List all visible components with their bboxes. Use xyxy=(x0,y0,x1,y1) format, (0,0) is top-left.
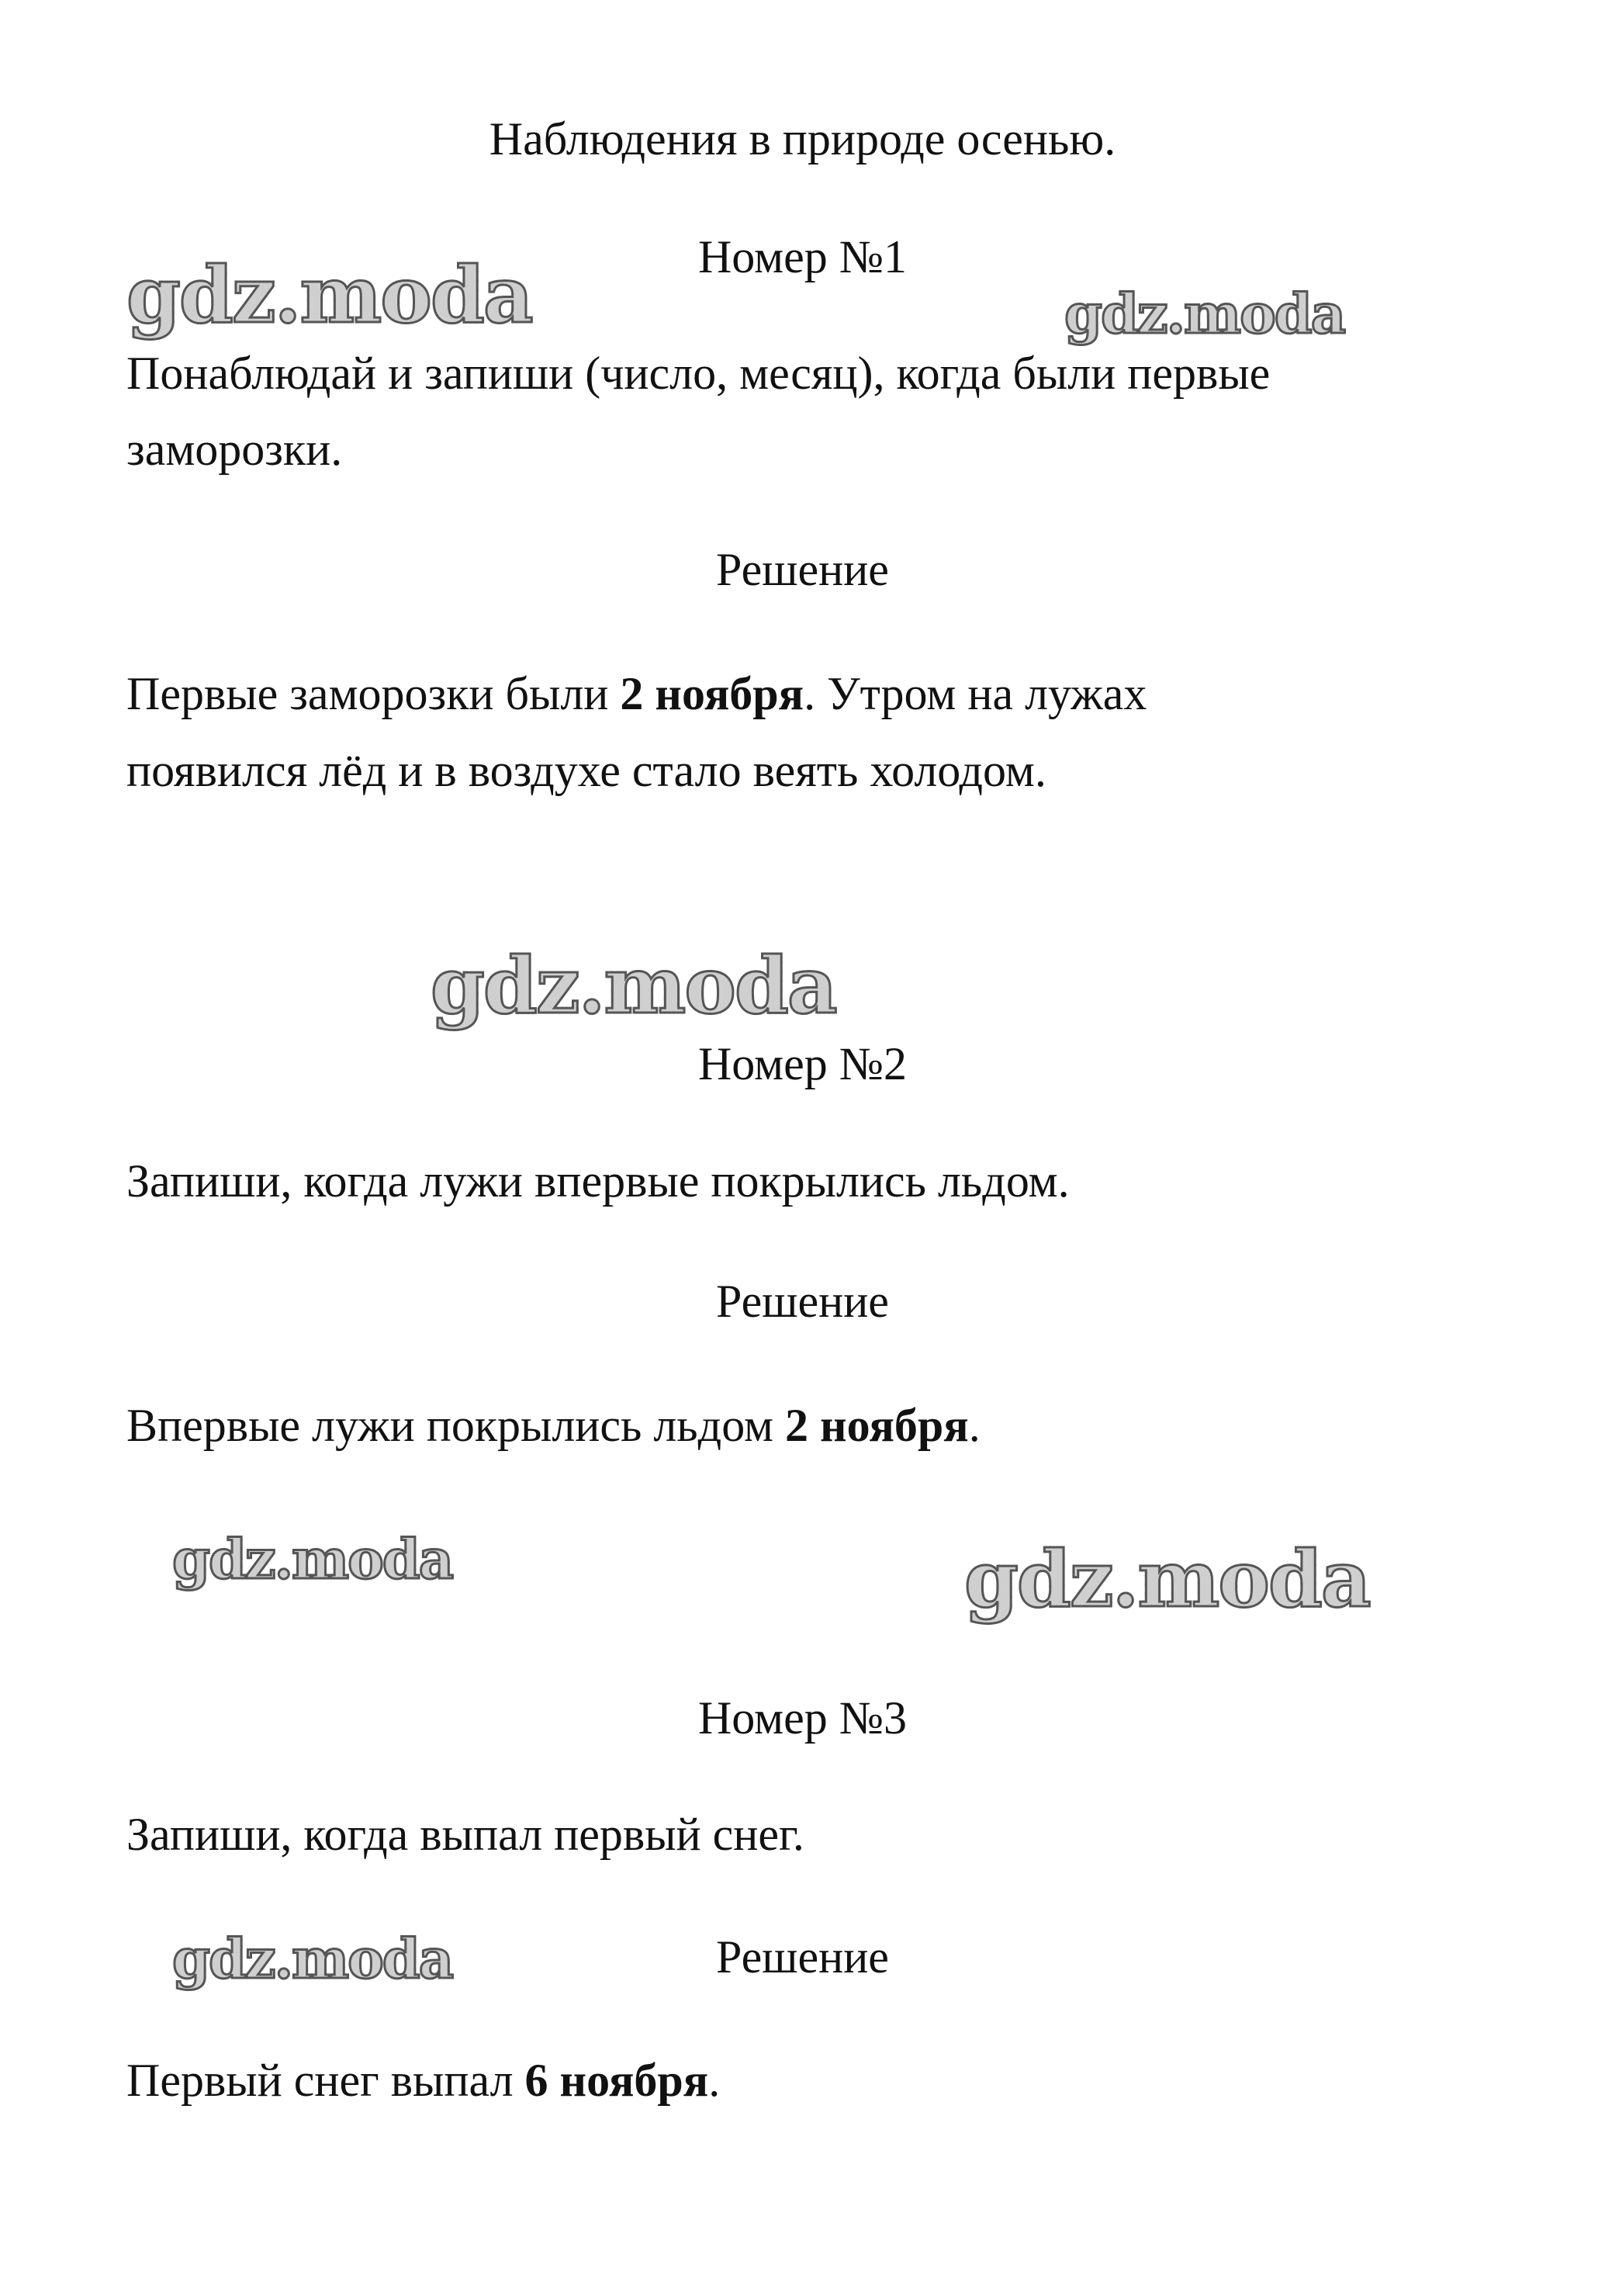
task-number: Номер №3 xyxy=(697,1692,908,1744)
answer-date: 2 ноября xyxy=(785,1400,969,1451)
watermark-logo: gdz.moda xyxy=(964,1533,1370,1625)
solution-label: Решение xyxy=(716,1931,889,1983)
task-number: Номер №2 xyxy=(697,1038,908,1089)
task-answer xyxy=(126,1387,981,1463)
task-number: Номер №1 xyxy=(697,231,908,282)
task-question: Запиши, когда лужи впервые покрылись льдом. xyxy=(126,1155,1070,1207)
answer-date: 6 ноября xyxy=(524,2055,709,2106)
task-answer xyxy=(126,656,1147,732)
task-question: заморозки. xyxy=(126,424,343,475)
watermark-logo: gdz.moda xyxy=(431,940,836,1031)
answer-date: 2 ноября xyxy=(620,668,804,719)
answer-text: . xyxy=(968,1400,981,1451)
task-question: Запиши, когда выпал первый снег. xyxy=(126,1809,804,1860)
watermark-logo: gdz.moda xyxy=(172,1527,453,1591)
answer-text: Первый снег выпал xyxy=(126,2055,525,2106)
answer-text: . xyxy=(708,2055,721,2106)
watermark-logo: gdz.moda xyxy=(1064,282,1345,346)
solution-label: Решение xyxy=(716,544,889,595)
answer-text: Первые заморозки были xyxy=(126,668,621,719)
solution-label: Решение xyxy=(716,1276,889,1327)
watermark-logo: gdz.moda xyxy=(172,1927,453,1991)
page-title: Наблюдения в природе осенью. xyxy=(489,113,1116,164)
task-answer: появился лёд и в воздухе стало веять холодом. xyxy=(126,745,1046,796)
task-question: Понаблюдай и запиши (число, месяц), когда были первые xyxy=(126,348,1271,399)
answer-text: . Утром на лужах xyxy=(804,668,1147,719)
task-answer xyxy=(126,2042,720,2118)
answer-text: Впервые лужи покрылись льдом xyxy=(126,1400,786,1451)
watermark-logo: gdz.moda xyxy=(126,249,532,341)
